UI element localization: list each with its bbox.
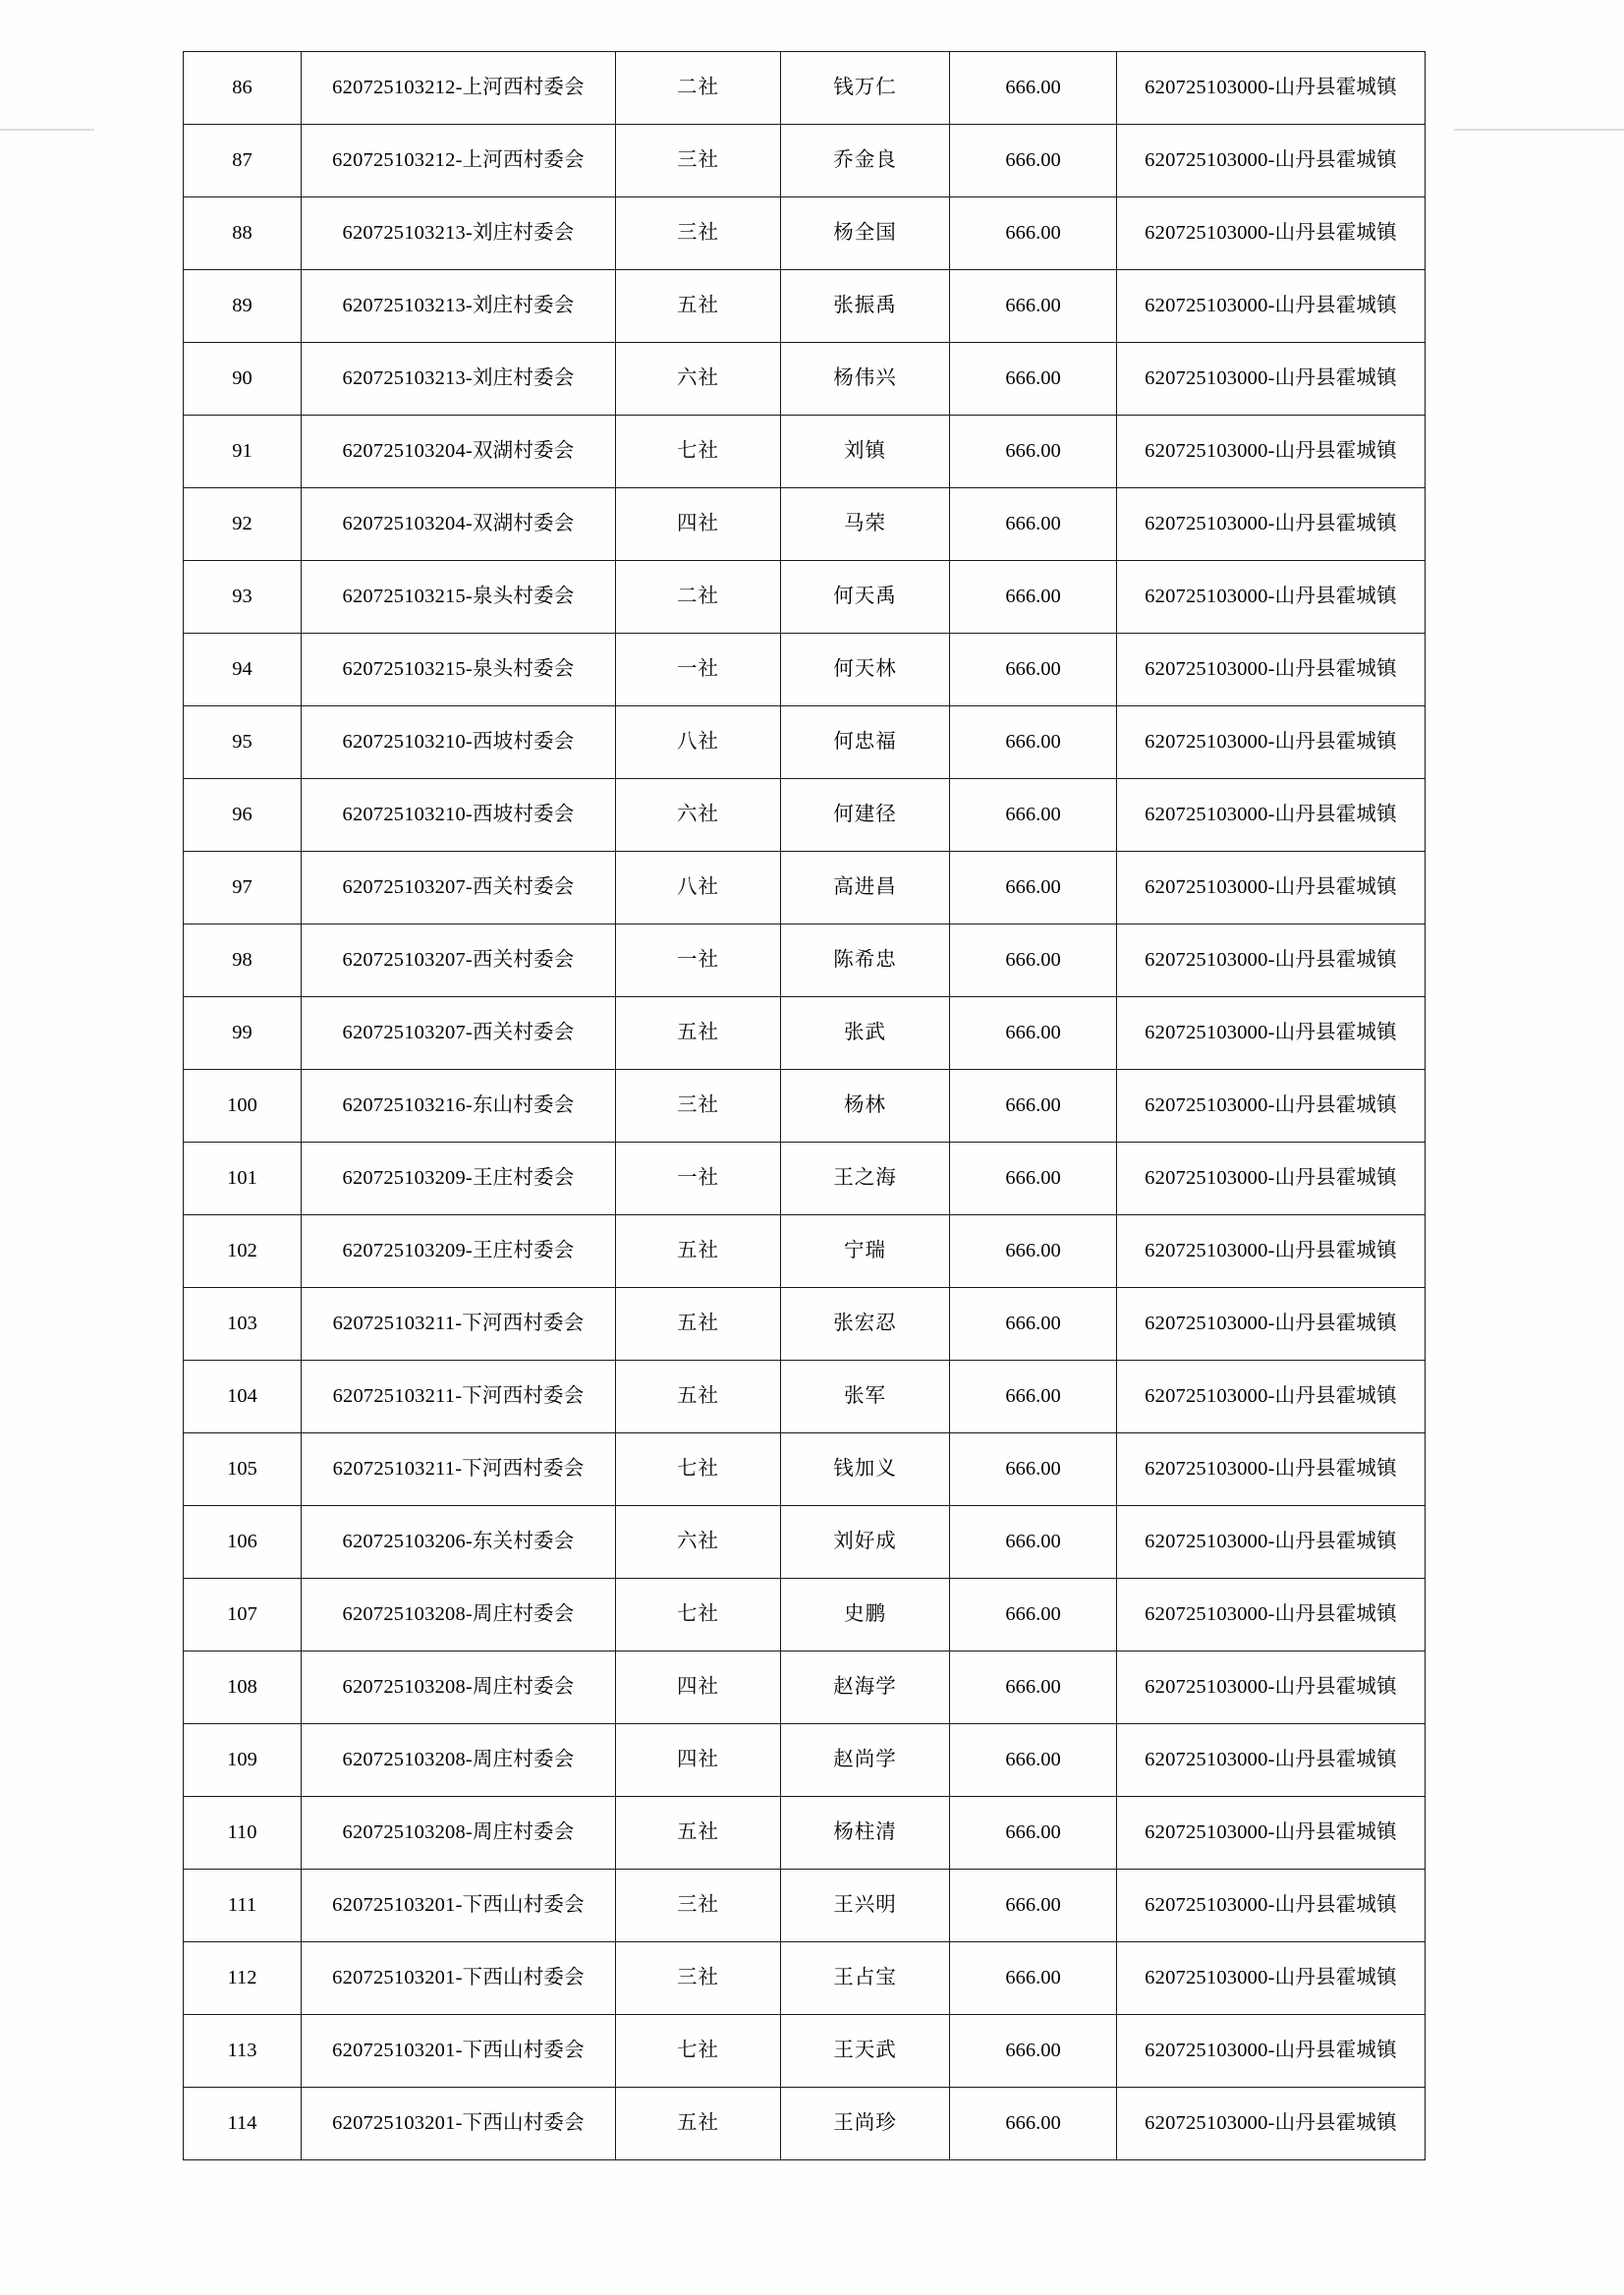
cell-town: 620725103000-山丹县霍城镇 [1117, 1579, 1426, 1651]
cell-name: 王兴明 [781, 1870, 950, 1942]
cell-town: 620725103000-山丹县霍城镇 [1117, 1724, 1426, 1797]
cell-group: 四社 [616, 488, 781, 561]
cell-group: 三社 [616, 197, 781, 270]
cell-town: 620725103000-山丹县霍城镇 [1117, 1070, 1426, 1143]
cell-index: 114 [184, 2088, 302, 2160]
table-row [184, 1724, 1426, 1797]
cell-name: 王尚珍 [781, 2088, 950, 2160]
cell-group: 三社 [616, 1942, 781, 2015]
cell-town: 620725103000-山丹县霍城镇 [1117, 1361, 1426, 1433]
cell-org: 620725103201-下西山村委会 [302, 2088, 616, 2160]
cell-org: 620725103207-西关村委会 [302, 852, 616, 924]
cell-name: 赵尚学 [781, 1724, 950, 1797]
cell-amount: 666.00 [950, 1797, 1117, 1870]
cell-group: 二社 [616, 52, 781, 125]
cell-index: 88 [184, 197, 302, 270]
cell-org: 620725103207-西关村委会 [302, 924, 616, 997]
cell-org: 620725103201-下西山村委会 [302, 1942, 616, 2015]
cell-org: 620725103215-泉头村委会 [302, 561, 616, 634]
cell-town: 620725103000-山丹县霍城镇 [1117, 52, 1426, 125]
cell-name: 张武 [781, 997, 950, 1070]
cell-town: 620725103000-山丹县霍城镇 [1117, 270, 1426, 343]
cell-name: 乔金良 [781, 125, 950, 197]
table-row [184, 2088, 1426, 2160]
cell-amount: 666.00 [950, 1651, 1117, 1724]
cell-index: 112 [184, 1942, 302, 2015]
cell-index: 102 [184, 1215, 302, 1288]
cell-name: 何天林 [781, 634, 950, 706]
cell-group: 一社 [616, 634, 781, 706]
table-row [184, 125, 1426, 197]
cell-group: 六社 [616, 779, 781, 852]
cell-index: 95 [184, 706, 302, 779]
cell-index: 93 [184, 561, 302, 634]
cell-name: 宁瑞 [781, 1215, 950, 1288]
table-row [184, 1506, 1426, 1579]
cell-amount: 666.00 [950, 1724, 1117, 1797]
cell-org: 620725103212-上河西村委会 [302, 52, 616, 125]
cell-town: 620725103000-山丹县霍城镇 [1117, 561, 1426, 634]
cell-amount: 666.00 [950, 1215, 1117, 1288]
cell-index: 108 [184, 1651, 302, 1724]
cell-org: 620725103208-周庄村委会 [302, 1579, 616, 1651]
cell-town: 620725103000-山丹县霍城镇 [1117, 1870, 1426, 1942]
cell-name: 刘好成 [781, 1506, 950, 1579]
cell-org: 620725103201-下西山村委会 [302, 2015, 616, 2088]
cell-town: 620725103000-山丹县霍城镇 [1117, 1215, 1426, 1288]
cell-town: 620725103000-山丹县霍城镇 [1117, 779, 1426, 852]
table-row [184, 1579, 1426, 1651]
cell-town: 620725103000-山丹县霍城镇 [1117, 1143, 1426, 1215]
payment-table-container [183, 51, 1425, 2160]
cell-amount: 666.00 [950, 1143, 1117, 1215]
cell-amount: 666.00 [950, 2015, 1117, 2088]
cell-amount: 666.00 [950, 416, 1117, 488]
cell-index: 92 [184, 488, 302, 561]
cell-group: 六社 [616, 1506, 781, 1579]
cell-name: 杨柱清 [781, 1797, 950, 1870]
cell-amount: 666.00 [950, 852, 1117, 924]
cell-town: 620725103000-山丹县霍城镇 [1117, 1433, 1426, 1506]
cell-town: 620725103000-山丹县霍城镇 [1117, 852, 1426, 924]
cell-index: 94 [184, 634, 302, 706]
table-row [184, 1651, 1426, 1724]
cell-name: 钱加义 [781, 1433, 950, 1506]
cell-town: 620725103000-山丹县霍城镇 [1117, 125, 1426, 197]
cell-name: 赵海学 [781, 1651, 950, 1724]
page-edge-mark-right [1454, 129, 1624, 131]
cell-name: 王占宝 [781, 1942, 950, 2015]
cell-amount: 666.00 [950, 1070, 1117, 1143]
cell-index: 103 [184, 1288, 302, 1361]
cell-group: 五社 [616, 1215, 781, 1288]
cell-town: 620725103000-山丹县霍城镇 [1117, 1506, 1426, 1579]
cell-name: 马荣 [781, 488, 950, 561]
cell-index: 107 [184, 1579, 302, 1651]
cell-name: 何天禹 [781, 561, 950, 634]
table-row [184, 1070, 1426, 1143]
cell-amount: 666.00 [950, 706, 1117, 779]
cell-index: 104 [184, 1361, 302, 1433]
cell-group: 二社 [616, 561, 781, 634]
page-edge-mark-left [0, 129, 94, 131]
cell-amount: 666.00 [950, 924, 1117, 997]
cell-amount: 666.00 [950, 997, 1117, 1070]
cell-name: 王天武 [781, 2015, 950, 2088]
cell-amount: 666.00 [950, 779, 1117, 852]
table-row [184, 706, 1426, 779]
cell-index: 109 [184, 1724, 302, 1797]
cell-index: 99 [184, 997, 302, 1070]
cell-group: 七社 [616, 1579, 781, 1651]
cell-amount: 666.00 [950, 52, 1117, 125]
cell-index: 111 [184, 1870, 302, 1942]
table-row [184, 52, 1426, 125]
cell-town: 620725103000-山丹县霍城镇 [1117, 197, 1426, 270]
cell-group: 七社 [616, 1433, 781, 1506]
cell-town: 620725103000-山丹县霍城镇 [1117, 1288, 1426, 1361]
cell-amount: 666.00 [950, 270, 1117, 343]
cell-town: 620725103000-山丹县霍城镇 [1117, 1651, 1426, 1724]
cell-group: 七社 [616, 416, 781, 488]
cell-name: 杨林 [781, 1070, 950, 1143]
cell-org: 620725103201-下西山村委会 [302, 1870, 616, 1942]
table-row [184, 488, 1426, 561]
table-row [184, 561, 1426, 634]
cell-amount: 666.00 [950, 1433, 1117, 1506]
cell-name: 何建径 [781, 779, 950, 852]
cell-index: 105 [184, 1433, 302, 1506]
cell-org: 620725103209-王庄村委会 [302, 1143, 616, 1215]
cell-name: 张振禹 [781, 270, 950, 343]
cell-group: 五社 [616, 270, 781, 343]
cell-group: 五社 [616, 997, 781, 1070]
cell-group: 五社 [616, 2088, 781, 2160]
cell-index: 91 [184, 416, 302, 488]
cell-org: 620725103208-周庄村委会 [302, 1651, 616, 1724]
cell-name: 高进昌 [781, 852, 950, 924]
cell-index: 106 [184, 1506, 302, 1579]
payment-table [183, 51, 1426, 2160]
cell-amount: 666.00 [950, 634, 1117, 706]
cell-group: 八社 [616, 706, 781, 779]
cell-org: 620725103211-下河西村委会 [302, 1288, 616, 1361]
cell-org: 620725103212-上河西村委会 [302, 125, 616, 197]
cell-org: 620725103215-泉头村委会 [302, 634, 616, 706]
cell-group: 五社 [616, 1361, 781, 1433]
cell-amount: 666.00 [950, 1942, 1117, 2015]
cell-org: 620725103209-王庄村委会 [302, 1215, 616, 1288]
cell-town: 620725103000-山丹县霍城镇 [1117, 416, 1426, 488]
cell-amount: 666.00 [950, 343, 1117, 416]
cell-index: 87 [184, 125, 302, 197]
cell-org: 620725103210-西坡村委会 [302, 706, 616, 779]
cell-town: 620725103000-山丹县霍城镇 [1117, 2088, 1426, 2160]
cell-org: 620725103206-东关村委会 [302, 1506, 616, 1579]
cell-index: 86 [184, 52, 302, 125]
cell-town: 620725103000-山丹县霍城镇 [1117, 1797, 1426, 1870]
cell-org: 620725103208-周庄村委会 [302, 1724, 616, 1797]
cell-amount: 666.00 [950, 561, 1117, 634]
cell-org: 620725103210-西坡村委会 [302, 779, 616, 852]
cell-town: 620725103000-山丹县霍城镇 [1117, 924, 1426, 997]
table-row [184, 343, 1426, 416]
cell-name: 张宏忍 [781, 1288, 950, 1361]
cell-org: 620725103207-西关村委会 [302, 997, 616, 1070]
cell-group: 五社 [616, 1797, 781, 1870]
table-row [184, 779, 1426, 852]
cell-group: 四社 [616, 1724, 781, 1797]
cell-town: 620725103000-山丹县霍城镇 [1117, 2015, 1426, 2088]
table-row [184, 197, 1426, 270]
cell-group: 五社 [616, 1288, 781, 1361]
table-row [184, 997, 1426, 1070]
table-row [184, 1433, 1426, 1506]
cell-name: 刘镇 [781, 416, 950, 488]
cell-amount: 666.00 [950, 1870, 1117, 1942]
cell-group: 三社 [616, 1070, 781, 1143]
cell-group: 八社 [616, 852, 781, 924]
cell-index: 90 [184, 343, 302, 416]
cell-index: 96 [184, 779, 302, 852]
cell-group: 一社 [616, 924, 781, 997]
table-row [184, 1361, 1426, 1433]
cell-group: 六社 [616, 343, 781, 416]
table-row [184, 1143, 1426, 1215]
cell-town: 620725103000-山丹县霍城镇 [1117, 343, 1426, 416]
cell-org: 620725103213-刘庄村委会 [302, 197, 616, 270]
cell-group: 三社 [616, 125, 781, 197]
cell-amount: 666.00 [950, 1288, 1117, 1361]
cell-town: 620725103000-山丹县霍城镇 [1117, 634, 1426, 706]
cell-amount: 666.00 [950, 1506, 1117, 1579]
cell-name: 杨伟兴 [781, 343, 950, 416]
cell-amount: 666.00 [950, 2088, 1117, 2160]
cell-index: 89 [184, 270, 302, 343]
cell-org: 620725103211-下河西村委会 [302, 1433, 616, 1506]
cell-group: 七社 [616, 2015, 781, 2088]
cell-amount: 666.00 [950, 1579, 1117, 1651]
cell-town: 620725103000-山丹县霍城镇 [1117, 488, 1426, 561]
cell-group: 三社 [616, 1870, 781, 1942]
table-row [184, 924, 1426, 997]
cell-group: 一社 [616, 1143, 781, 1215]
cell-index: 98 [184, 924, 302, 997]
cell-org: 620725103213-刘庄村委会 [302, 343, 616, 416]
cell-amount: 666.00 [950, 125, 1117, 197]
cell-amount: 666.00 [950, 197, 1117, 270]
cell-town: 620725103000-山丹县霍城镇 [1117, 1942, 1426, 2015]
table-row [184, 270, 1426, 343]
cell-group: 四社 [616, 1651, 781, 1724]
cell-org: 620725103204-双湖村委会 [302, 416, 616, 488]
table-row [184, 1942, 1426, 2015]
table-row [184, 2015, 1426, 2088]
cell-amount: 666.00 [950, 488, 1117, 561]
cell-town: 620725103000-山丹县霍城镇 [1117, 706, 1426, 779]
cell-town: 620725103000-山丹县霍城镇 [1117, 997, 1426, 1070]
cell-name: 陈希忠 [781, 924, 950, 997]
cell-index: 97 [184, 852, 302, 924]
cell-index: 113 [184, 2015, 302, 2088]
table-row [184, 1288, 1426, 1361]
table-row [184, 1870, 1426, 1942]
cell-amount: 666.00 [950, 1361, 1117, 1433]
table-row [184, 634, 1426, 706]
table-row [184, 416, 1426, 488]
cell-org: 620725103204-双湖村委会 [302, 488, 616, 561]
cell-org: 620725103216-东山村委会 [302, 1070, 616, 1143]
cell-org: 620725103208-周庄村委会 [302, 1797, 616, 1870]
table-row [184, 1215, 1426, 1288]
cell-name: 史鹏 [781, 1579, 950, 1651]
cell-index: 110 [184, 1797, 302, 1870]
cell-name: 张军 [781, 1361, 950, 1433]
cell-index: 101 [184, 1143, 302, 1215]
cell-org: 620725103213-刘庄村委会 [302, 270, 616, 343]
cell-name: 杨全国 [781, 197, 950, 270]
payment-table-body [184, 52, 1426, 2160]
cell-name: 何忠福 [781, 706, 950, 779]
table-row [184, 1797, 1426, 1870]
cell-org: 620725103211-下河西村委会 [302, 1361, 616, 1433]
cell-index: 100 [184, 1070, 302, 1143]
cell-name: 钱万仁 [781, 52, 950, 125]
cell-name: 王之海 [781, 1143, 950, 1215]
table-row [184, 852, 1426, 924]
